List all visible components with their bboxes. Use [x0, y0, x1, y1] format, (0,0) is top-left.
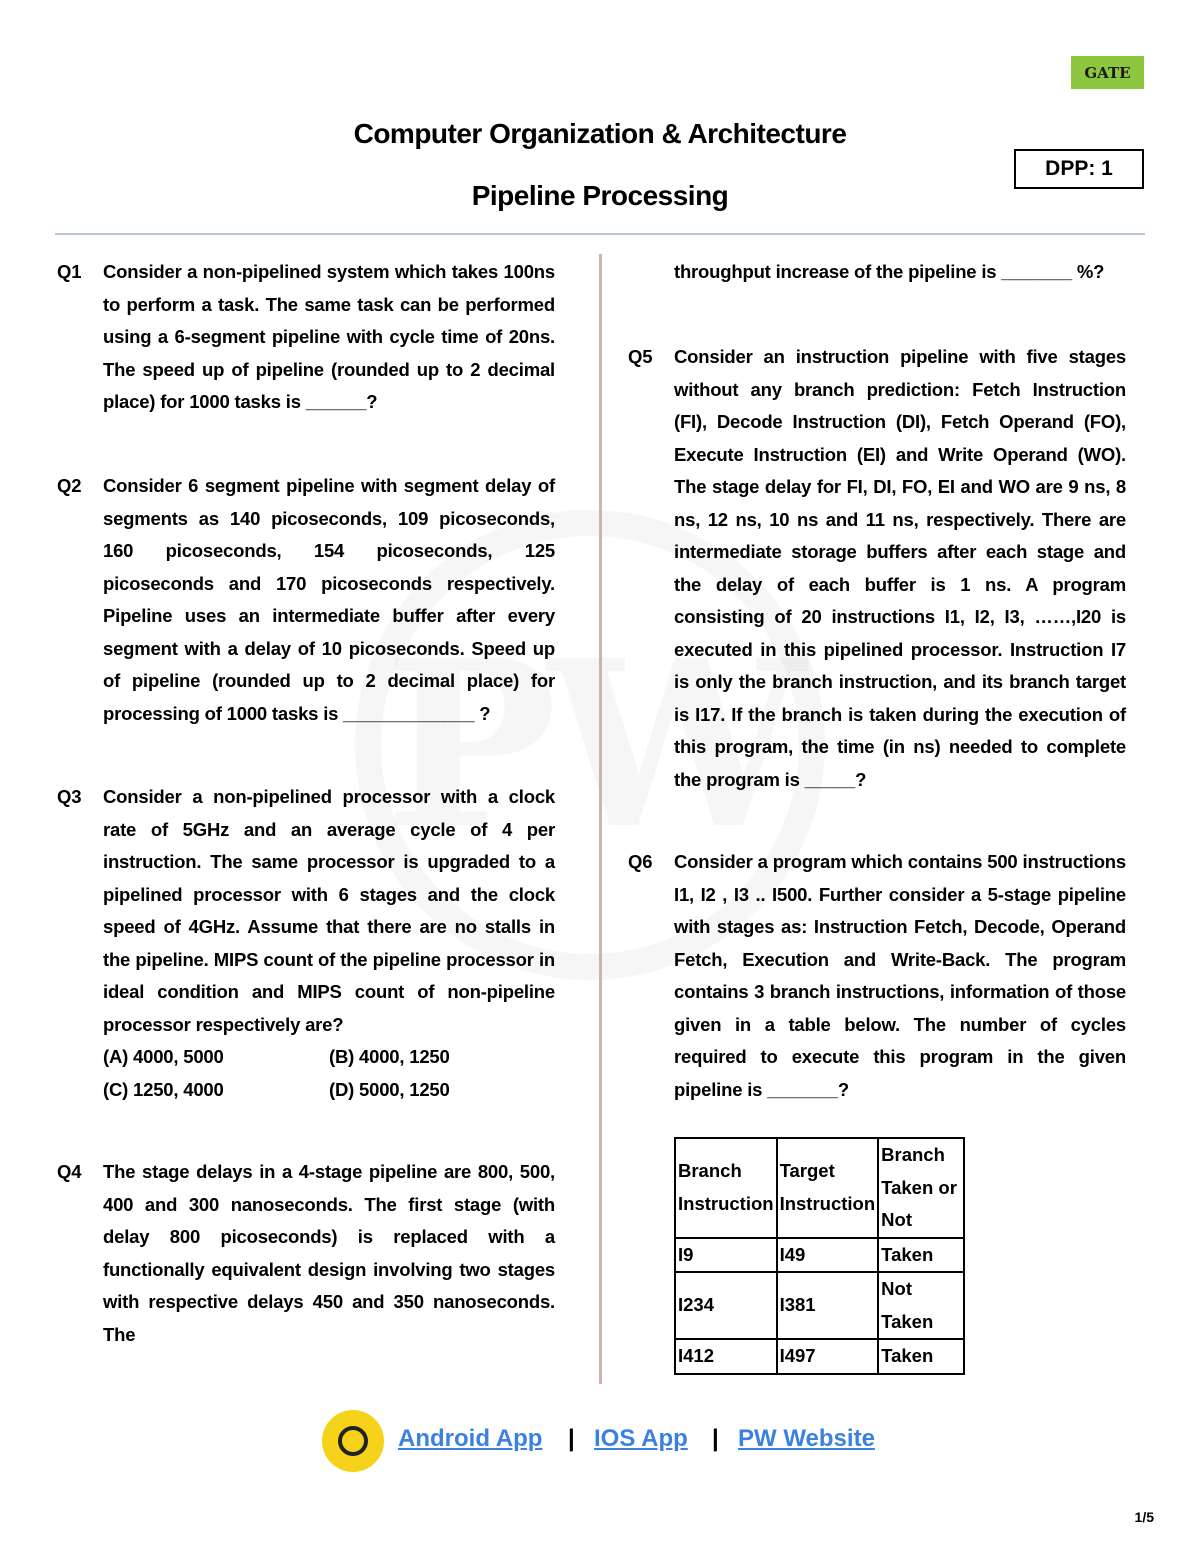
table-header: Target Instruction	[777, 1138, 879, 1238]
table-cell: Not Taken	[878, 1272, 964, 1339]
question-number: Q6	[628, 851, 653, 872]
headset-icon	[338, 1426, 368, 1456]
table-cell: I412	[675, 1339, 777, 1374]
question-number: Q5	[628, 346, 653, 367]
question-text: The stage delays in a 4-stage pipeline are 800, 500, 400 and 300 nanoseconds. The first stage (with delay 800 picoseconds) is replaced with a functionally equivalent design involving two stages with respective delays 450 and 350 nanoseconds. The	[103, 1161, 555, 1345]
topic-title: Pipeline Processing	[471, 180, 729, 211]
question-text: Consider an instruction pipeline with five stages without any branch prediction: Fetch Instruction (FI), Decode Instruction (DI), Fetch Operand (FO), Execute Instruction (EI) and Write Operand (WO). The stage delay for FI, DI, FO, EI and WO are 9 ns, 8 ns, 12 ns, 10 ns and 11 ns, respectively. There are intermediate storage buffers after each stage and the delay of each buffer is 1 ns. A program consisting of 20 instructions I1, I2, I3, ……,I20 is executed in this pipelined processor. Instruction I7 is only the branch instruction, and its branch target is I17. If the branch is taken during the execution of this program, the time (in ns) needed to complete the program is _____?	[674, 346, 1126, 790]
android-app-link[interactable]: Android App	[398, 1425, 543, 1452]
customer-service-logo	[322, 1410, 384, 1472]
question-number: Q1	[57, 261, 82, 282]
option-c[interactable]: (C) 1250, 4000	[103, 1078, 224, 1100]
table-cell: I381	[777, 1272, 879, 1339]
table-cell: I234	[675, 1272, 777, 1339]
question-text: Consider a non-pipelined system which takes 100ns to perform a task. The same task can be performed using a 6-segment pipeline with cycle time of 20ns. The speed up of pipeline (rounded up to 2 decimal place) for 1000 tasks is ______?	[103, 261, 555, 412]
link-separator: |	[568, 1425, 575, 1452]
table-cell: Taken	[878, 1238, 964, 1273]
subject-title: Computer Organization & Architecture	[353, 118, 847, 149]
branch-table	[674, 1137, 965, 1375]
table-row	[675, 1339, 964, 1374]
question-4-continued	[674, 256, 1126, 289]
table-cell: I49	[777, 1238, 879, 1273]
table-header-row	[675, 1138, 964, 1238]
question-number: Q4	[57, 1161, 82, 1182]
option-a[interactable]: (A) 4000, 5000	[103, 1046, 224, 1067]
table-row	[675, 1238, 964, 1273]
option-d[interactable]: (D) 5000, 1250	[329, 1078, 450, 1100]
question-2	[57, 470, 555, 730]
column-divider	[599, 254, 602, 1384]
question-6	[628, 846, 1126, 1106]
question-4	[57, 1156, 555, 1351]
table-header: Branch Taken or Not	[878, 1138, 964, 1238]
question-1	[57, 256, 555, 419]
gate-badge: GATE	[1071, 56, 1144, 89]
question-text-continued: throughput increase of the pipeline is _______ %?	[674, 261, 1105, 282]
table-cell: I9	[675, 1238, 777, 1273]
table-header: Branch Instruction	[675, 1138, 777, 1238]
question-text: Consider a non-pipelined processor with a clock rate of 5GHz and an average cycle of 4 per instruction. The same processor is upgraded to a pipelined processor with 6 stages and the clock speed of 4GHz. Assume that there are no stalls in the pipeline. MIPS count of the pipeline processor in ideal condition and MIPS count of non-pipeline processor respectively are?	[103, 786, 555, 1035]
question-text: Consider a program which contains 500 instructions I1, I2 , I3 .. I500. Further consider a 5-stage pipeline with stages as: Instruction Fetch, Decode, Operand Fetch, Execution and Write-Back. The program contains 3 branch instructions, information of those given in a table below. The number of cycles required to execute this program in the given pipeline is _______?	[674, 851, 1126, 1100]
ios-app-link[interactable]: IOS App	[594, 1425, 688, 1452]
question-5	[628, 341, 1126, 796]
question-text: Consider 6 segment pipeline with segment delay of segments as 140 picoseconds, 109 picoseconds, 160 picoseconds, 154 picoseconds, 125 picoseconds and 170 picoseconds respectively. Pipeline uses an intermediate buffer after every segment with a delay of 10 picoseconds. Speed up of pipeline (rounded up to 2 decimal place) for processing of 1000 tasks is _____________ ?	[103, 475, 555, 724]
dpp-box: DPP: 1	[1014, 149, 1144, 189]
options-row-2	[103, 1074, 555, 1107]
pw-website-link[interactable]: PW Website	[738, 1425, 875, 1452]
table-row	[675, 1272, 964, 1339]
link-separator: |	[712, 1425, 719, 1452]
table-cell: I497	[777, 1339, 879, 1374]
option-b[interactable]: (B) 4000, 1250	[329, 1046, 450, 1067]
question-number: Q2	[57, 475, 82, 496]
options-row-1	[103, 1041, 555, 1074]
table-cell: Taken	[878, 1339, 964, 1374]
question-number: Q3	[57, 786, 82, 807]
question-3	[57, 781, 555, 1106]
header-divider	[55, 233, 1145, 235]
page-number: 1/5	[1134, 1509, 1154, 1525]
